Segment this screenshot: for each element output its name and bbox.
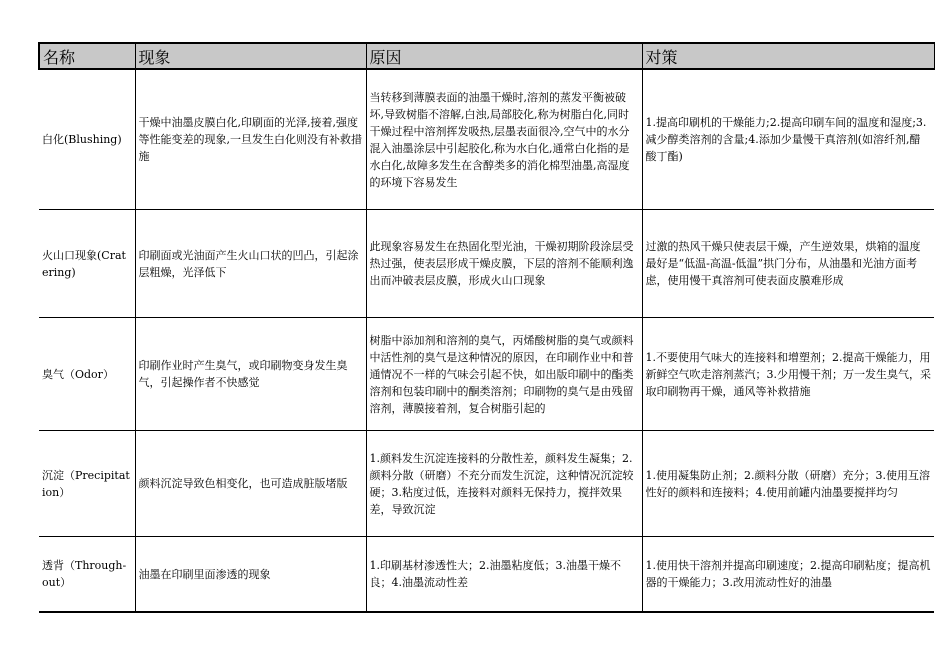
cell-phenomenon[interactable]: 颜料沉淀导致色相变化，也可造成脏版堵版 <box>135 431 366 537</box>
cell-cause[interactable]: 此现象容易发生在热固化型光油，干燥初期阶段涂层受热过强，使表层形成干燥皮膜，下层的溶剂不能顺利逸出而冲破表层皮膜，形成火山口现象 <box>366 210 642 318</box>
table-row-through-out <box>39 537 934 613</box>
cell-name[interactable]: 透背（Through-out） <box>39 537 135 613</box>
cell-name[interactable]: 沉淀（Precipitation） <box>39 431 135 537</box>
cell-cause[interactable]: 树脂中添加剂和溶剂的臭气，丙烯酸树脂的臭气或颜料中活性剂的臭气是这种情况的原因，在印刷作业中和普通情况不一样的气味会引起不快，如出版印刷中的酯类溶剂和包装印刷中的酮类溶剂；印刷物的臭气是由残留溶剂，薄膜接着剂，复合树脂引起的 <box>366 318 642 431</box>
table-row-precipitation <box>39 431 934 537</box>
cell-solution[interactable]: 1.提高印刷机的干燥能力;2.提高印刷车间的温度和湿度;3.减少醇类溶剂的含量;4.添加少量慢干真溶剂(如溶纤剂,醋酸丁酯) <box>642 69 934 210</box>
cell-cause[interactable]: 1.印刷基材渗透性大；2.油墨粘度低；3.油墨干燥不良；4.油墨流动性差 <box>366 537 642 613</box>
cell-cause[interactable]: 1.颜料发生沉淀连接料的分散性差，颜料发生凝集；2.颜料分散（研磨）不充分而发生沉淀，这种情况沉淀较硬；3.粘度过低，连接料对颜料无保持力，搅拌效果差，导致沉淀 <box>366 431 642 537</box>
cell-phenomenon[interactable]: 油墨在印刷里面渗透的现象 <box>135 537 366 613</box>
header-cause[interactable]: 原因 <box>366 43 642 69</box>
cell-solution[interactable]: 1.不要使用气味大的连接料和增塑剂；2.提高干燥能力，用新鲜空气吹走溶剂蒸汽；3.少用慢干剂；万一发生臭气，采取印刷物再干燥，通风等补救措施 <box>642 318 934 431</box>
table-row-blushing <box>39 69 934 210</box>
cell-phenomenon[interactable]: 印刷作业时产生臭气，或印刷物变身发生臭气，引起操作者不快感觉 <box>135 318 366 431</box>
cell-phenomenon[interactable]: 干燥中油墨皮膜白化,印刷面的光泽,接着,强度等性能变差的现象,一旦发生白化则没有补救措施 <box>135 69 366 210</box>
cell-solution[interactable]: 过激的热风干燥只使表层干燥，产生逆效果，烘箱的温度最好是“低温-高温-低温”拱门分布，从油墨和光油方面考虑，使用慢干真溶剂可使表面皮膜难形成 <box>642 210 934 318</box>
header-name[interactable]: 名称 <box>39 43 135 69</box>
cell-name[interactable]: 火山口现象(Cratering) <box>39 210 135 318</box>
header-solution[interactable]: 对策 <box>642 43 934 69</box>
cell-name[interactable]: 臭气（Odor） <box>39 318 135 431</box>
cell-name[interactable]: 白化(Blushing) <box>39 69 135 210</box>
cell-solution[interactable]: 1.使用凝集防止剂；2.颜料分散（研磨）充分；3.使用互溶性好的颜料和连接料；4.使用前罐内油墨要搅拌均匀 <box>642 431 934 537</box>
spreadsheet-sheet <box>38 42 933 613</box>
header-row <box>39 43 934 69</box>
cell-phenomenon[interactable]: 印刷面或光油面产生火山口状的凹凸，引起涂层粗燥，光泽低下 <box>135 210 366 318</box>
ink-defects-table <box>38 42 935 613</box>
table-row-cratering <box>39 210 934 318</box>
table-row-odor <box>39 318 934 431</box>
cell-solution[interactable]: 1.使用快干溶剂并提高印刷速度；2.提高印刷粘度；提高机器的干燥能力；3.改用流动性好的油墨 <box>642 537 934 613</box>
cell-cause[interactable]: 当转移到薄膜表面的油墨干燥时,溶剂的蒸发平衡被破坏,导致树脂不溶解,白浊,局部胶化,称为树脂白化,同时干燥过程中溶剂挥发吸热,层墨表面很冷,空气中的水分混入油墨涂层中引起胶化,称为水白化,通常白化指的是水白化,故障多发生在含醇类多的消化棉型油墨,高湿度的环境下容易发生 <box>366 69 642 210</box>
header-phenomenon[interactable]: 现象 <box>135 43 366 69</box>
